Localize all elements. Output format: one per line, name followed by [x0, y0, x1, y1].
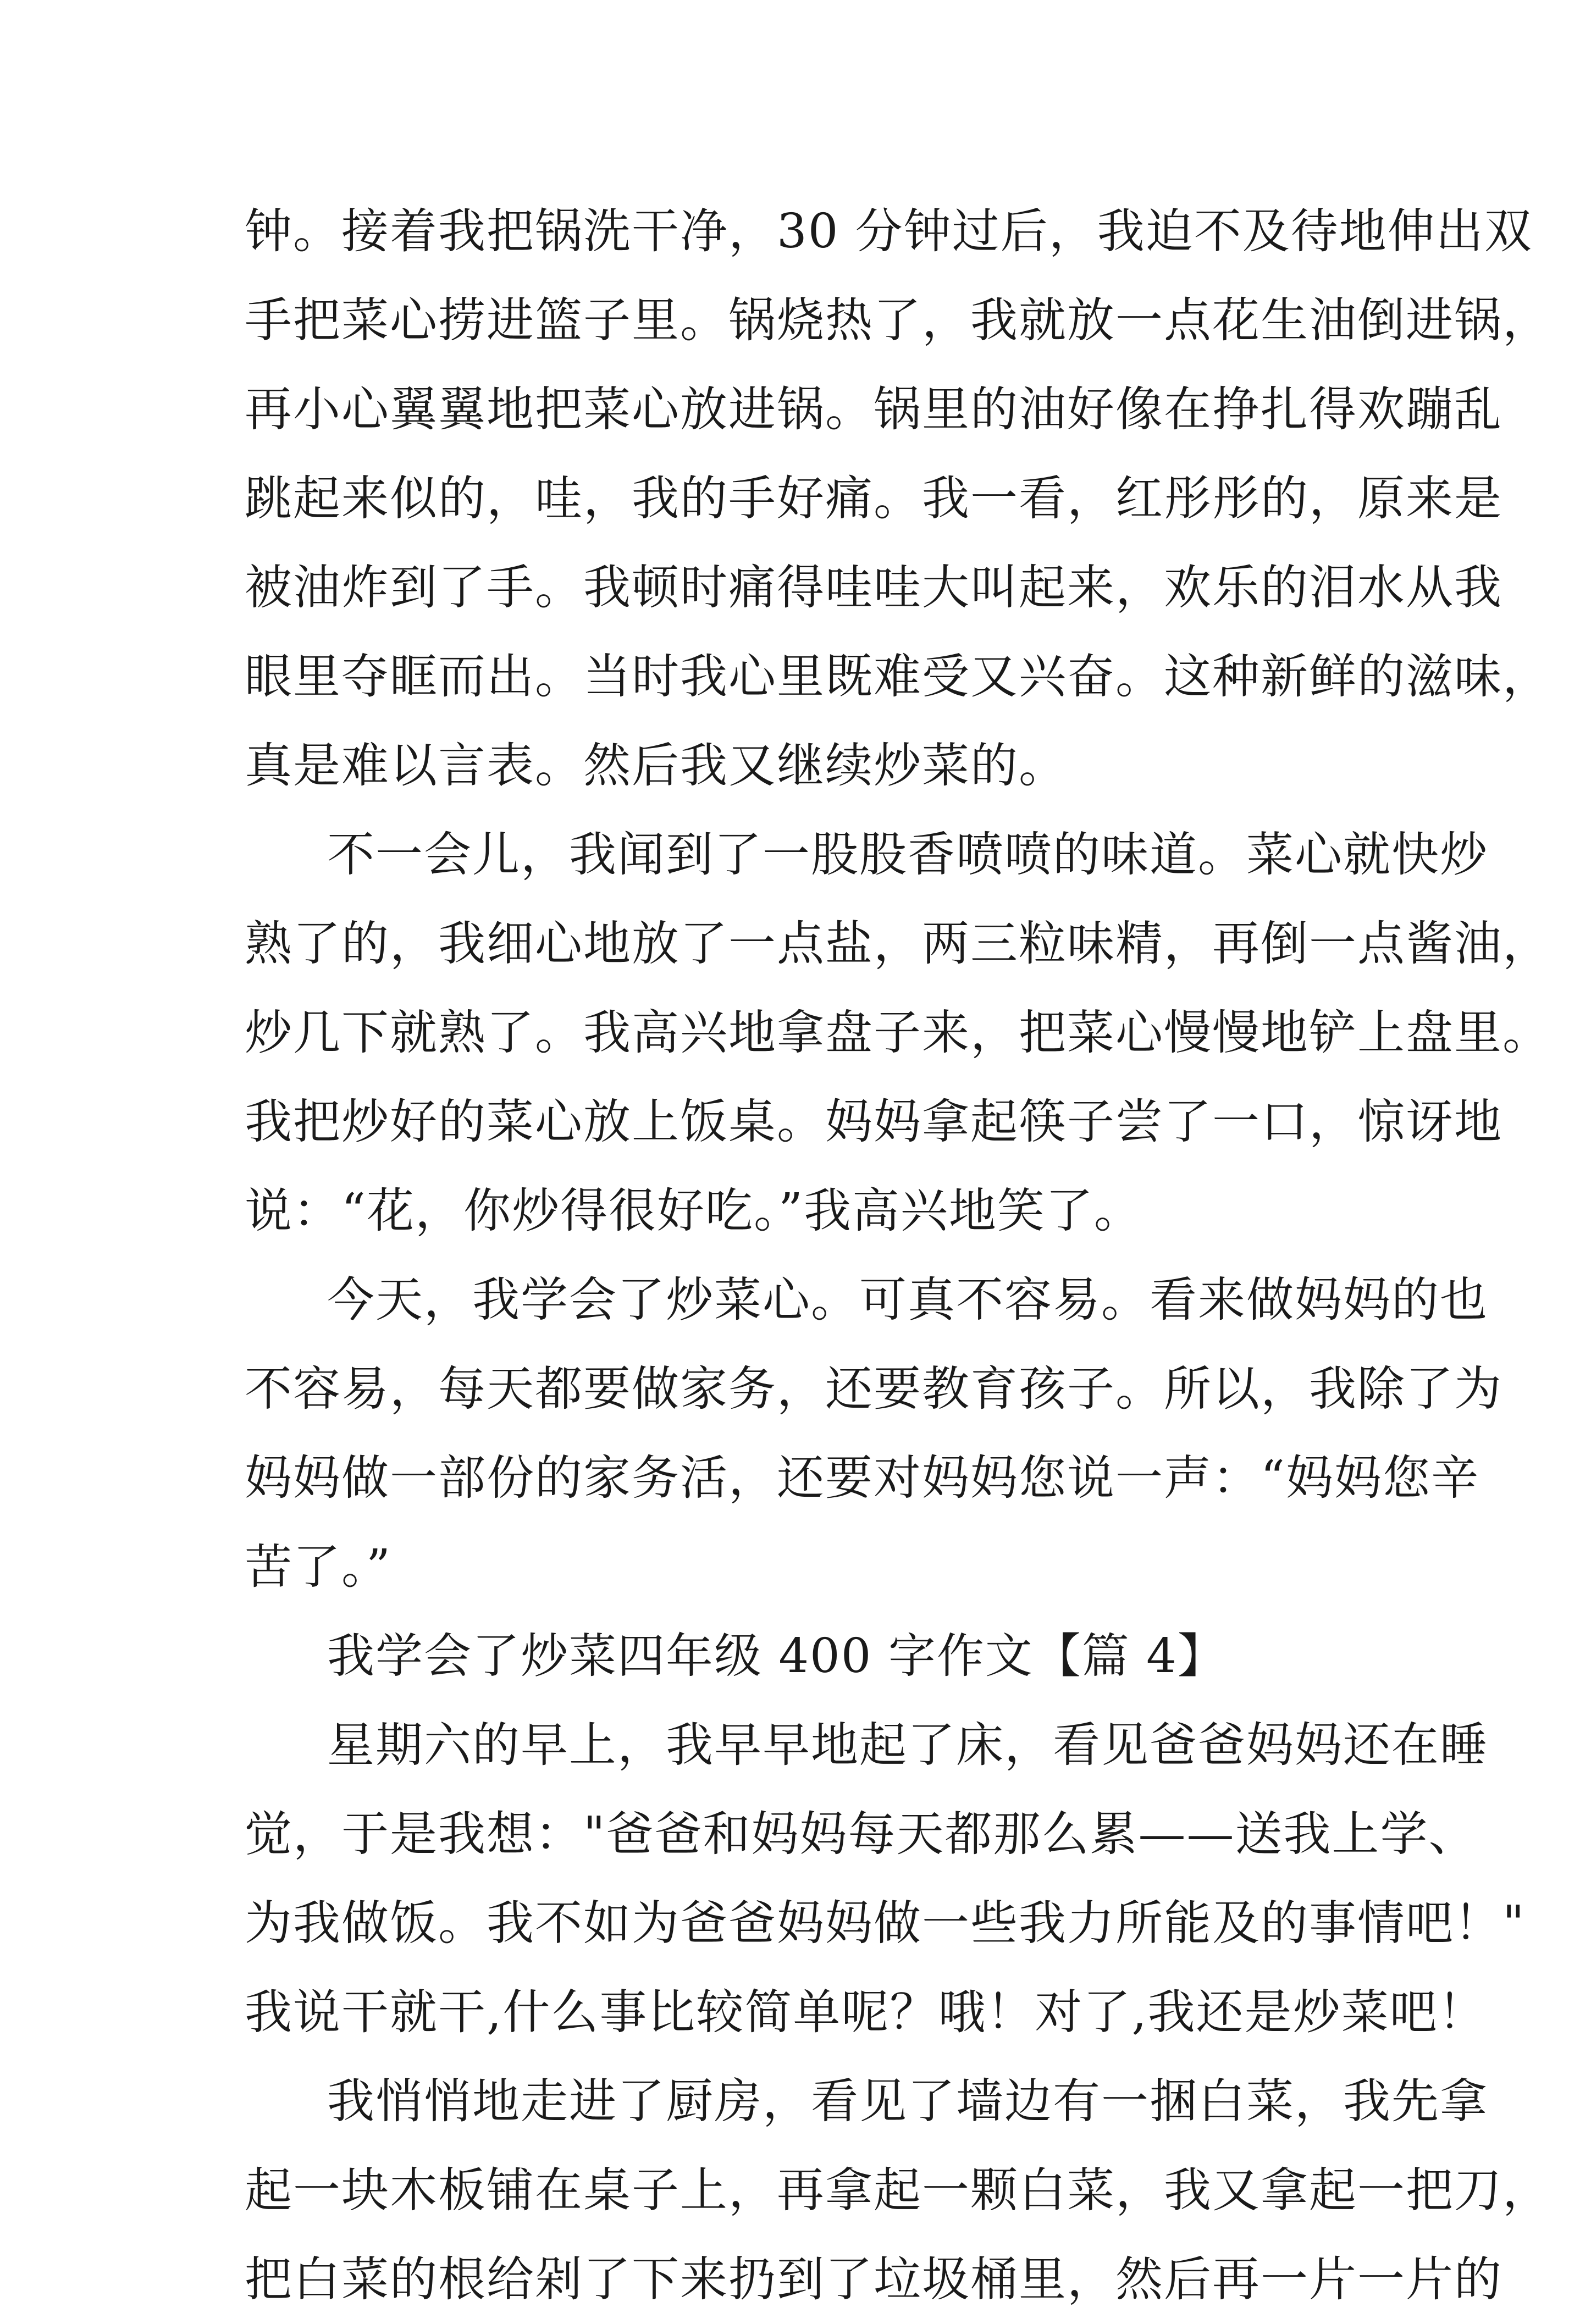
text-line: 我说干就干,什么事比较简单呢？哦！对了,我还是炒菜吧！: [245, 1985, 1487, 2040]
text-line: 我把炒好的菜心放上饭桌。妈妈拿起筷子尝了一口，惊讶地: [245, 1094, 1502, 1149]
text-line: 起一块木板铺在桌子上，再拿起一颗白菜，我又拿起一把刀，: [245, 2163, 1551, 2218]
text-line: 真是难以言表。然后我又继续炒菜的。: [245, 738, 1067, 793]
body-text: [245, 187, 1551, 2324]
text-line: 炒几下就熟了。我高兴地拿盘子来，把菜心慢慢地铲上盘里。: [245, 1005, 1551, 1060]
text-line: 不一会儿，我闻到了一股股香喷喷的味道。菜心就快炒: [327, 827, 1488, 882]
text-line: 苦了。”: [245, 1540, 391, 1595]
text-line: 再小心翼翼地把菜心放进锅。锅里的油好像在挣扎得欢蹦乱: [245, 382, 1502, 437]
text-line: 手把菜心捞进篮子里。锅烧热了，我就放一点花生油倒进锅，: [245, 293, 1551, 348]
text-line: 熟了的，我细心地放了一点盐，两三粒味精，再倒一点酱油，: [245, 916, 1551, 971]
text-line: 星期六的早上，我早早地起了床，看见爸爸妈妈还在睡: [327, 1718, 1488, 1773]
text-line: 觉，于是我想："爸爸和妈妈每天都那么累——送我上学、: [245, 1807, 1477, 1862]
text-line: 跳起来似的，哇，我的手好痛。我一看，红彤彤的，原来是: [245, 471, 1502, 526]
text-line: 眼里夺眶而出。当时我心里既难受又兴奋。这种新鲜的滋味，: [245, 649, 1551, 704]
text-line: 把白菜的根给剁了下来扔到了垃圾桶里，然后再一片一片的: [245, 2252, 1502, 2307]
text-line: 妈妈做一部份的家务活，还要对妈妈您说一声：“妈妈您辛: [245, 1451, 1479, 1506]
text-line: 说：“花，你炒得很好吃。”我高兴地笑了。: [245, 1183, 1142, 1238]
text-line: 不容易，每天都要做家务，还要教育孩子。所以，我除了为: [245, 1362, 1502, 1416]
text-line: 今天，我学会了炒菜心。可真不容易。看来做妈妈的也: [327, 1272, 1488, 1327]
text-line: 我悄悄地走进了厨房，看见了墙边有一捆白菜，我先拿: [327, 2074, 1488, 2129]
text-line: 被油炸到了手。我顿时痛得哇哇大叫起来，欢乐的泪水从我: [245, 560, 1502, 615]
text-line: 为我做饭。我不如为爸爸妈妈做一些我力所能及的事情吧！": [245, 1896, 1526, 1951]
text-line: 我学会了炒菜四年级 400 字作文【篇 4】: [327, 1629, 1226, 1684]
text-line: 钟。接着我把锅洗干净，30 分钟过后，我迫不及待地伸出双: [245, 204, 1533, 259]
